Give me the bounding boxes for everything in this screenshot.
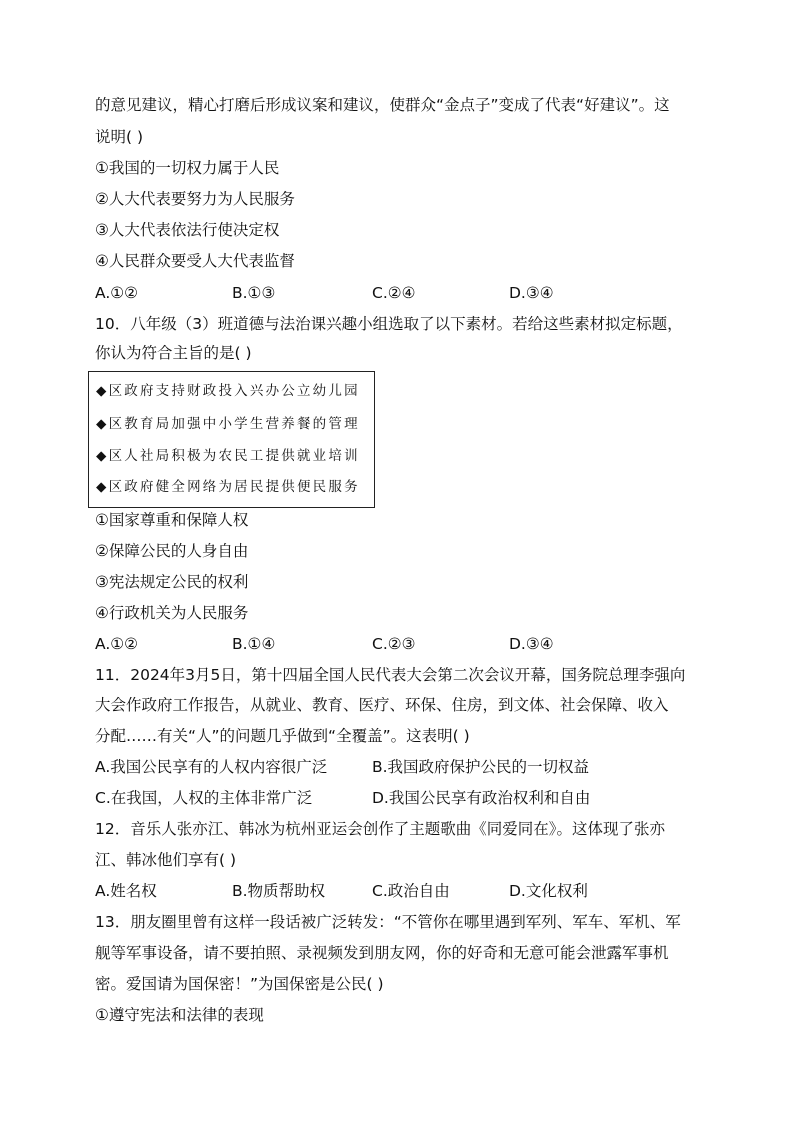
q12-stem-line-1: 12．音乐人张亦江、韩冰为杭州亚运会创作了主题歌曲《同爱同在》。这体现了张亦	[95, 820, 665, 838]
q10-item-2: ②保障公民的人身自由	[95, 542, 249, 560]
q10-item-1: ①国家尊重和保障人权	[95, 511, 249, 529]
q10-material-1: ◆区政府支持财政投入兴办公立幼儿园	[96, 383, 360, 399]
q13-stem-line-3: 密。爱国请为国保密！”为国保密是公民( )	[95, 975, 384, 993]
q12-option-b: B.物质帮助权	[232, 882, 326, 900]
q9-option-a: A.①②	[95, 284, 139, 302]
q11-option-a: A.我国公民享有的人权内容很广泛	[95, 758, 328, 776]
q10-option-c: C.②③	[372, 635, 416, 653]
q9-option-b: B.①③	[232, 284, 276, 302]
q11-stem-line-1: 11．2024年3月5日，第十四届全国人民代表大会第二次会议开幕，国务院总理李强向	[95, 666, 686, 684]
q10-option-b: B.①④	[232, 635, 276, 653]
q10-material-box	[88, 371, 375, 508]
q9-option-c: C.②④	[372, 284, 416, 302]
q9-item-3: ③人大代表依法行使决定权	[95, 221, 280, 239]
q12-option-a: A.姓名权	[95, 882, 157, 900]
q9-stem-line-2: 说明( )	[95, 128, 144, 146]
q10-stem-line-1: 10．八年级（3）班道德与法治课兴趣小组选取了以下素材。若给这些素材拟定标题，	[95, 315, 683, 333]
q12-option-d: D.文化权利	[509, 882, 588, 900]
q9-stem-line-1: 的意见建议，精心打磨后形成议案和建议，使群众“金点子”变成了代表“好建议”。这	[95, 96, 670, 114]
q10-item-3: ③宪法规定公民的权利	[95, 573, 249, 591]
q10-stem-line-2: 你认为符合主旨的是( )	[95, 344, 252, 362]
q9-item-4: ④人民群众要受人大代表监督	[95, 252, 295, 270]
q9-item-2: ②人大代表要努力为人民服务	[95, 190, 295, 208]
q11-option-c: C.在我国，人权的主体非常广泛	[95, 789, 313, 807]
q12-stem-line-2: 江、韩冰他们享有( )	[95, 851, 237, 869]
q11-option-b: B.我国政府保护公民的一切权益	[372, 758, 590, 776]
q13-item-1: ①遵守宪法和法律的表现	[95, 1006, 264, 1024]
q10-material-3: ◆区人社局积极为农民工提供就业培训	[96, 448, 360, 464]
q12-option-c: C.政治自由	[372, 882, 450, 900]
q11-stem-line-3: 分配……有关“人”的问题几乎做到“全覆盖”。这表明( )	[95, 727, 470, 745]
q10-item-4: ④行政机关为人民服务	[95, 604, 249, 622]
q13-stem-line-2: 舰等军事设备，请不要拍照、录视频发到朋友网，你的好奇和无意可能会泄露军事机	[95, 944, 669, 962]
q13-stem-line-1: 13．朋友圈里曾有这样一段话被广泛转发：“不管你在哪里遇到军列、军车、军机、军	[95, 913, 681, 931]
q11-option-d: D.我国公民享有政治权利和自由	[372, 789, 591, 807]
q9-item-1: ①我国的一切权力属于人民	[95, 159, 280, 177]
q11-stem-line-2: 大会作政府工作报告，从就业、教育、医疗、环保、住房，到文体、社会保障、收入	[95, 696, 669, 714]
q9-option-d: D.③④	[509, 284, 554, 302]
q10-material-4: ◆区政府健全网络为居民提供便民服务	[96, 479, 360, 495]
q10-option-a: A.①②	[95, 635, 139, 653]
q10-material-2: ◆区教育局加强中小学生营养餐的管理	[96, 416, 360, 432]
q10-option-d: D.③④	[509, 635, 554, 653]
